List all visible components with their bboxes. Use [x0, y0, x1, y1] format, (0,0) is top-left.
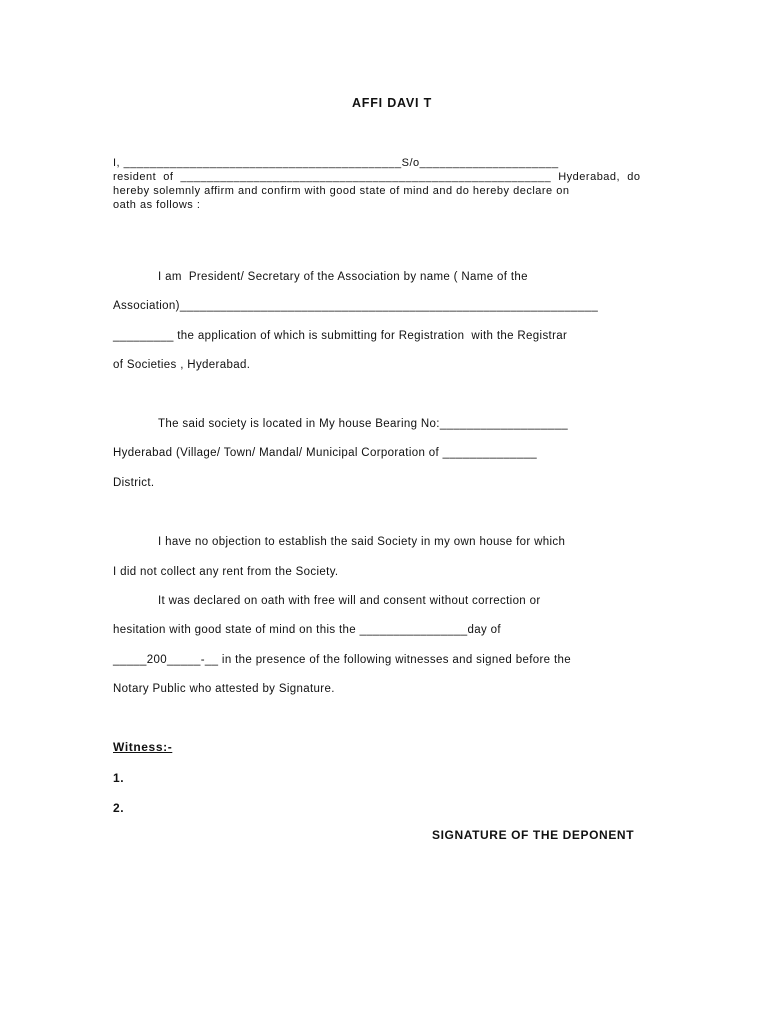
intro-line-3: hereby solemnly affirm and confirm with good state of mind and do hereby declare on [113, 185, 570, 197]
para1-line-3: _________ the application of which is submitting for Registration with the Registrar [113, 330, 568, 342]
para3-line-1: I have no objection to establish the said Society in my own house for which [158, 536, 566, 548]
intro-line-2: resident of ________________________________________________________ Hyderabad, do [113, 171, 641, 183]
witness-item-1: 1. [113, 771, 125, 785]
intro-line-1: I, __________________________________________S/o_____________________ [113, 157, 559, 169]
intro-line-4: oath as follows : [113, 199, 201, 211]
para4-line-2: hesitation with good state of mind on this the ________________day of [113, 624, 501, 636]
para1-line-4: of Societies , Hyderabad. [113, 359, 251, 371]
para2-line-3: District. [113, 477, 155, 489]
witness-heading: Witness:- [113, 740, 173, 754]
para2-line-2: Hyderabad (Village/ Town/ Mandal/ Municipal Corporation of ______________ [113, 447, 538, 459]
para3-line-2: I did not collect any rent from the Society. [113, 566, 339, 578]
signature-label: SIGNATURE OF THE DEPONENT [432, 828, 635, 842]
para4-line-4: Notary Public who attested by Signature. [113, 683, 335, 695]
document-title: AFFI DAVI T [351, 96, 433, 110]
para1-line-1: I am President/ Secretary of the Association by name ( Name of the [158, 271, 528, 283]
witness-item-2: 2. [113, 801, 125, 815]
para2-line-1: The said society is located in My house Bearing No:___________________ [158, 418, 569, 430]
para1-line-2: Association)______________________________________________________________ [113, 300, 599, 312]
para4-line-1: It was declared on oath with free will and consent without correction or [158, 595, 541, 607]
para4-line-3: _____200_____-__ in the presence of the following witnesses and signed before the [113, 654, 571, 666]
